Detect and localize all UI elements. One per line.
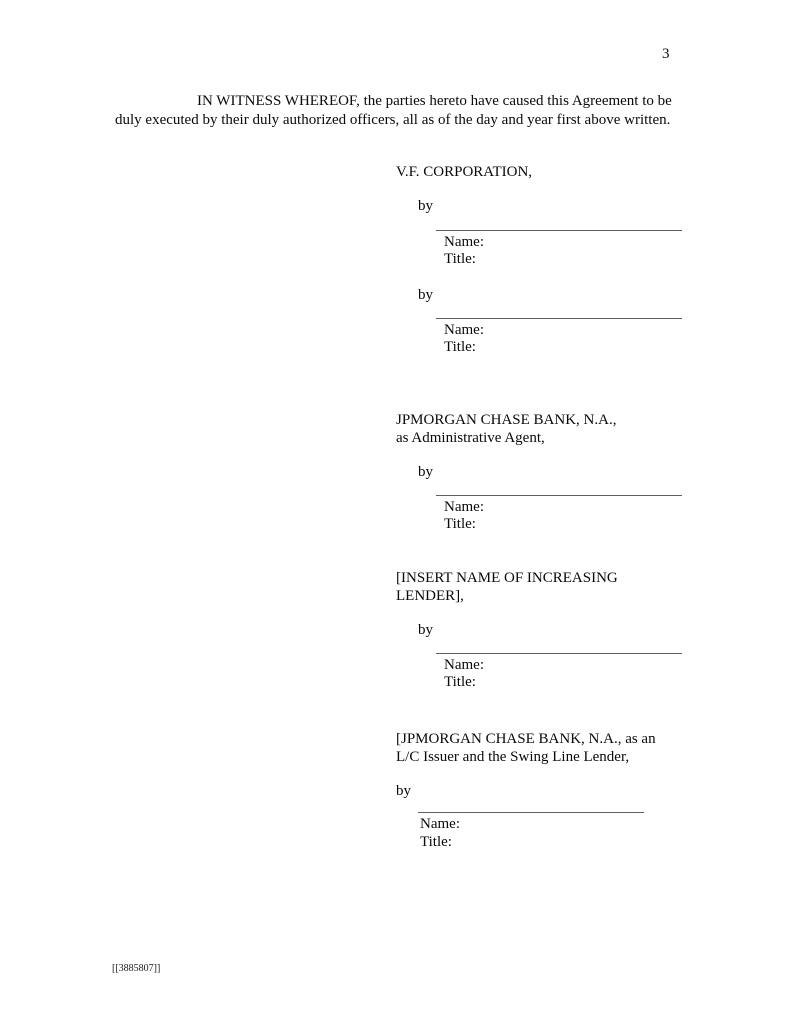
by-label: by xyxy=(418,464,433,480)
document-id: [[3885807]] xyxy=(112,963,161,974)
page-number: 3 xyxy=(662,46,670,62)
witness-paragraph: IN WITNESS WHEREOF, the parties hereto have caused this Agreement to be duly executed by their duly authorized officers, all as of the day and year first above written. xyxy=(115,93,672,128)
by-label: by xyxy=(418,622,433,638)
title-label: Title: xyxy=(444,251,476,267)
title-label: Title: xyxy=(444,516,476,532)
party-heading-increasing-lender-line2: LENDER], xyxy=(396,588,464,604)
signature-line xyxy=(436,495,682,496)
by-label: by xyxy=(418,198,433,214)
signature-line xyxy=(436,653,682,654)
name-label: Name: xyxy=(420,816,460,832)
party-heading-increasing-lender: [INSERT NAME OF INCREASING xyxy=(396,570,618,586)
by-label: by xyxy=(396,783,411,799)
party-heading-jpmorgan-lc-issuer: [JPMORGAN CHASE BANK, N.A., as an xyxy=(396,731,656,747)
signature-line xyxy=(436,318,682,319)
party-heading-jpmorgan-lc-issuer-line2: L/C Issuer and the Swing Line Lender, xyxy=(396,749,630,765)
party-heading-vf-corporation: V.F. CORPORATION, xyxy=(396,164,533,180)
party-heading-jpmorgan-admin-agent: JPMORGAN CHASE BANK, N.A., xyxy=(396,412,617,428)
name-label: Name: xyxy=(444,657,484,673)
title-label: Title: xyxy=(420,834,452,850)
signature-line xyxy=(436,230,682,231)
title-label: Title: xyxy=(444,339,476,355)
title-label: Title: xyxy=(444,674,476,690)
signature-line xyxy=(418,812,644,813)
name-label: Name: xyxy=(444,234,484,250)
name-label: Name: xyxy=(444,322,484,338)
name-label: Name: xyxy=(444,499,484,515)
party-heading-jpmorgan-admin-agent-line2: as Administrative Agent, xyxy=(396,430,545,446)
by-label: by xyxy=(418,287,433,303)
